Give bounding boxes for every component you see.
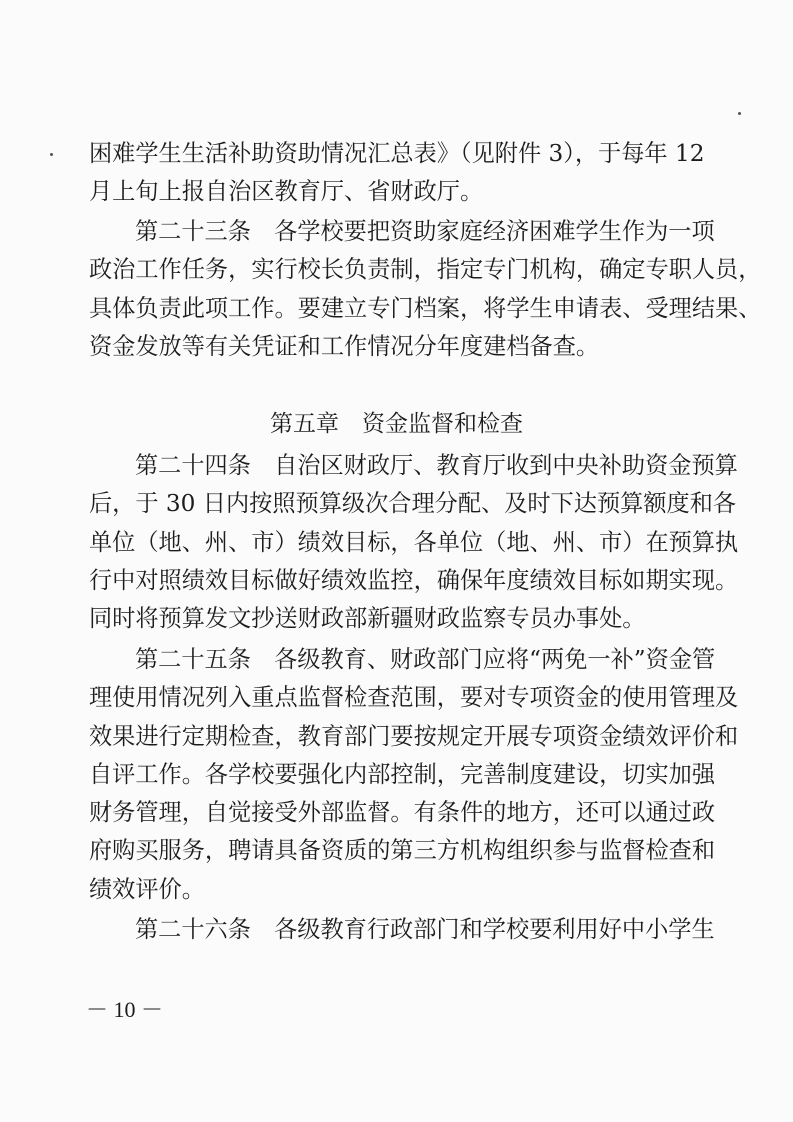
article-26 xyxy=(89,911,715,949)
text-line: 第二十六条 各级教育行政部门和学校要利用好中小学生 xyxy=(135,916,715,943)
text-line: 财务管理，自觉接受外部监督。有条件的地方，还可以通过政 xyxy=(89,799,716,827)
text-line: 绩效评价。 xyxy=(89,875,205,903)
text-line: 第二十四条 自治区财政厅、教育厅收到中央补助资金预算 xyxy=(135,452,738,479)
text-line: 府购买服务，聘请具备资质的第三方机构组织参与监督检查和 xyxy=(89,837,716,865)
text-line: 具体负责此项工作。要建立专门档案，将学生申请表、受理结果、 xyxy=(89,294,762,322)
text-line: 同时将预算发文抄送财政部新疆财政监察专员办事处。 xyxy=(89,605,646,633)
text-line: 第二十三条 各学校要把资助家庭经济困难学生作为一项 xyxy=(135,218,715,245)
article-23 xyxy=(89,213,762,366)
text-line: 月上旬上报自治区教育厅、省财政厅。 xyxy=(89,178,484,206)
article-25 xyxy=(89,641,739,909)
scan-speck xyxy=(50,153,53,156)
chapter-heading: 第五章 资金监督和检查 xyxy=(270,411,523,437)
text-line: 单位（地、州、市）绩效目标，各单位（地、州、市）在预算执 xyxy=(89,528,739,556)
text-line: 理使用情况列入重点监督检查范围，要对专项资金的使用管理及 xyxy=(89,684,739,712)
text-line: 自评工作。各学校要强化内部控制，完善制度建设，切实加强 xyxy=(89,760,716,788)
text-line: 第二十五条 各级教育、财政部门应将“两免一补”资金管 xyxy=(135,646,716,673)
text-line: 政治工作任务，实行校长负责制，指定专门机构，确定专职人员， xyxy=(89,256,762,284)
text-line: 效果进行定期检查，教育部门要按规定开展专项资金绩效评价和 xyxy=(89,722,739,750)
paragraph-continuation xyxy=(89,135,705,212)
text-line: 困难学生生活补助资助情况汇总表》（见附件 3），于每年 12 xyxy=(89,140,705,167)
article-24 xyxy=(89,447,739,638)
scan-speck xyxy=(738,112,741,115)
text-line: 后，于 30 日内按照预算级次合理分配、及时下达预算额度和各 xyxy=(89,490,737,518)
text-line: 行中对照绩效目标做好绩效监控，确保年度绩效目标如期实现。 xyxy=(89,566,739,594)
page-number: － 10 － xyxy=(86,997,164,1022)
text-line: 资金发放等有关凭证和工作情况分年度建档备查。 xyxy=(89,332,600,360)
